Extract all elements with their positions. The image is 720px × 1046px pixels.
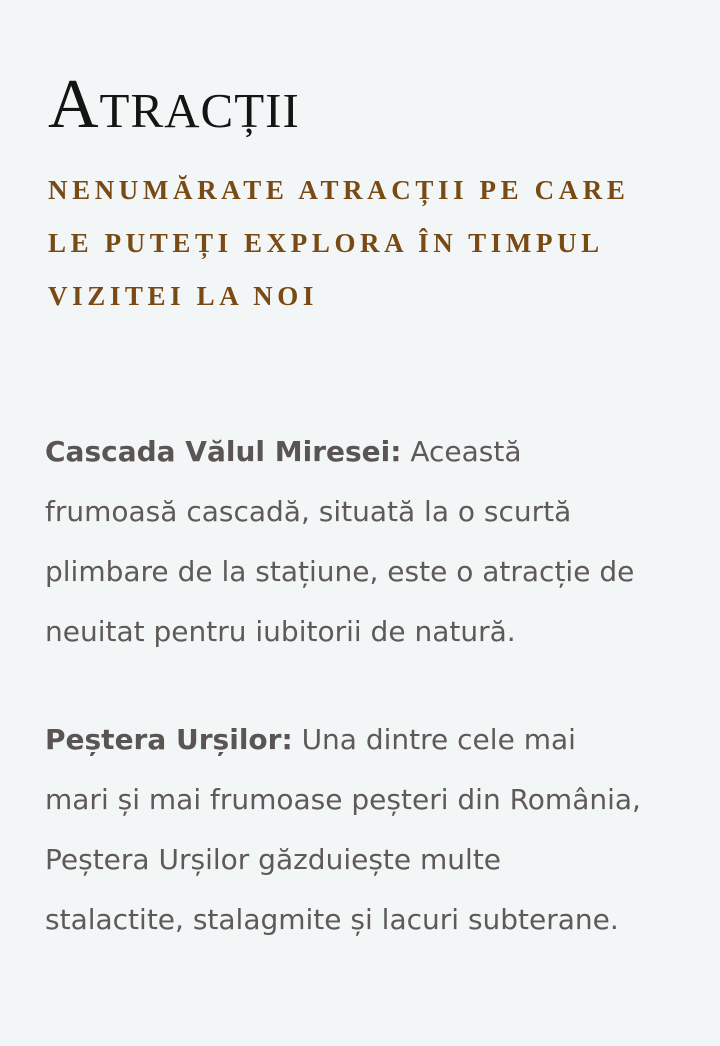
section-title: Atracții [48,66,300,143]
attraction-description: Această frumoasă cascadă, situată la o scurtă plimbare de la stațiune, este o atracție de neuitat pentru iubitorii de natură. [45,435,635,648]
section-subtitle: NENUMĂRATE ATRACȚII PE CARE LE PUTEȚI EXPLORA ÎN TIMPUL VIZITEI LA NOI [48,175,630,311]
attraction-item [45,710,645,950]
attraction-name: Cascada Vălul Miresei: [45,435,402,468]
attraction-item [45,422,645,662]
attraction-description: Una dintre cele mai mari și mai frumoase peșteri din România, Peștera Urșilor găzduiește multe stalactite, stalagmite și lacuri subterane. [45,723,641,936]
attraction-name: Peștera Urșilor: [45,723,293,756]
